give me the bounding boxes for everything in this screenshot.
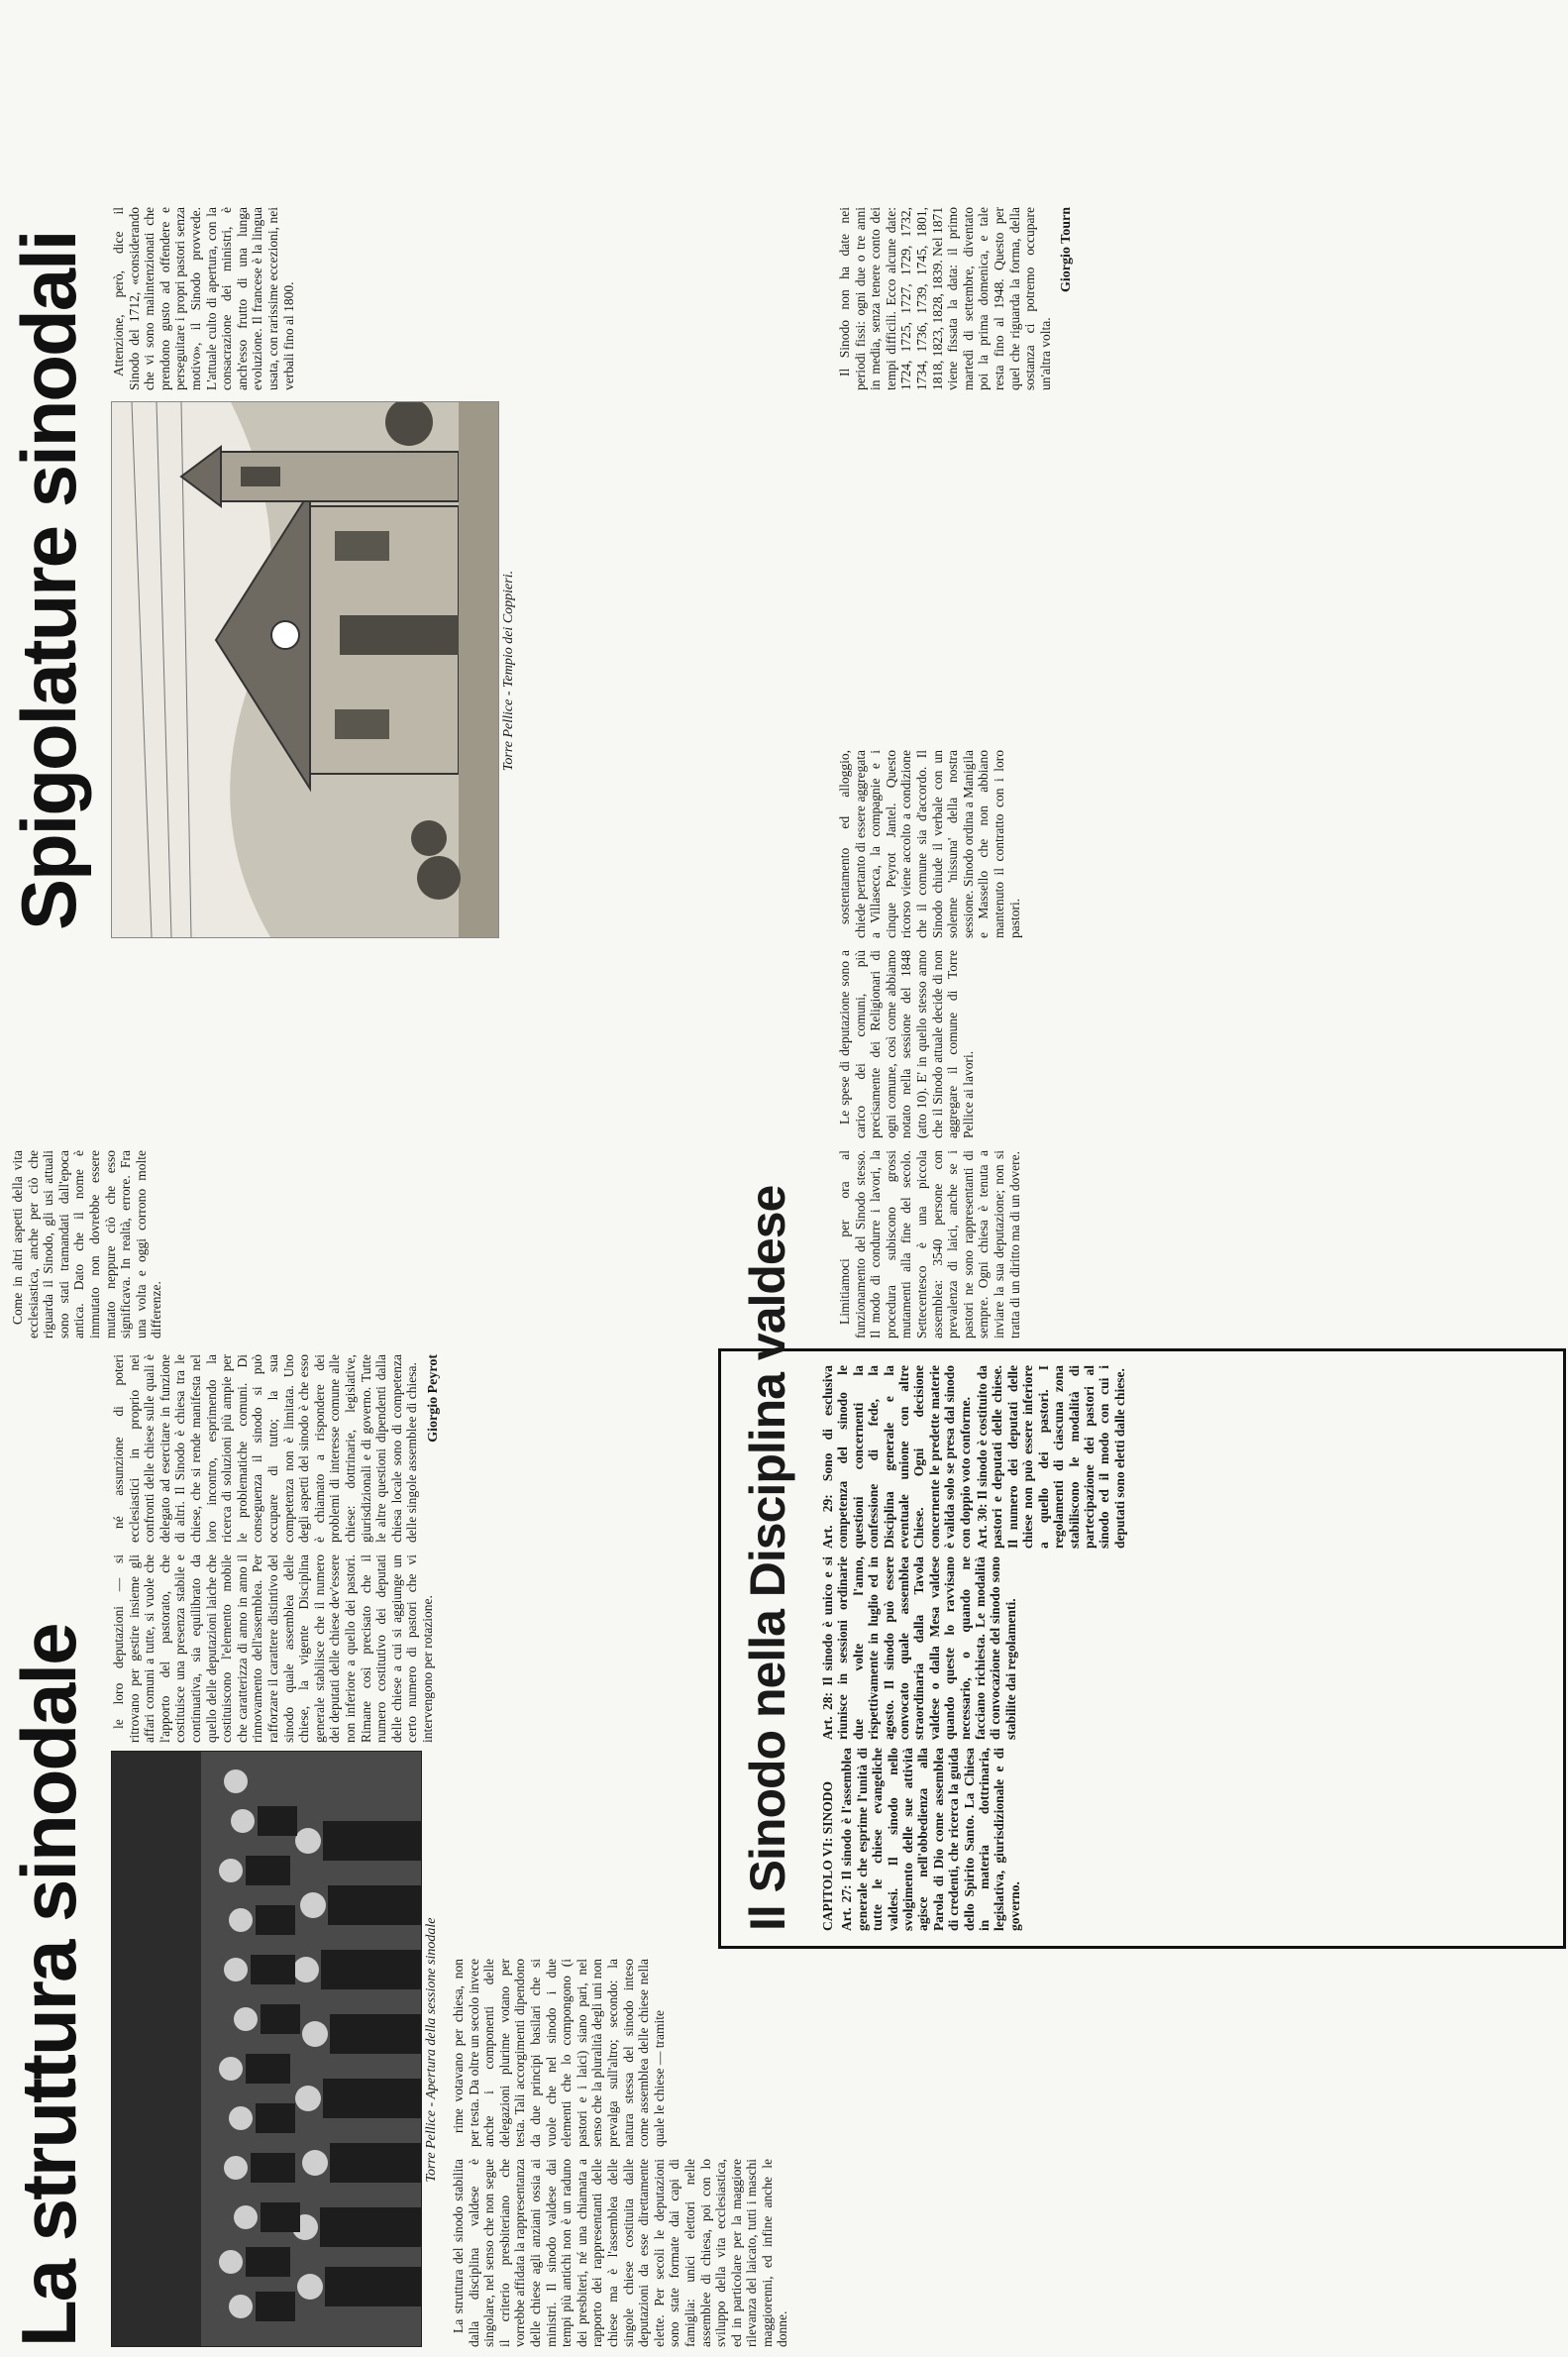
article-title-spigolature-sinodali: Spigolature sinodali — [5, 231, 92, 930]
article3-column-3-text: Il Sinodo non ha date nei periodi fissi: ogni due o tre anni in media, senza tenere conto dei tempi difficili. Ecco alcune date: 1724, 1725, 1727, 1729, 1732, 1734, 1736, 1739, 1745, 1801, 1818, 1823, 1828, 1839. Nel 1871 viene fissata la data: il primo martedì di settembre, diventato poi la prima domenica, e tale resta fino al 1948. Questo per quel che riguarda la forma, della sostanza ci potremo occupare un'altra volta. — [837, 207, 1053, 390]
church-engraving-graphic — [112, 402, 498, 937]
article1-column-4-text: né assunzione di poteri ecclesiastici in proprio nei confronti delle chiese sulle quali è delegato ad esercitare in funzione di altri. Il Sinodo è chiesa tra le chiese, che si rende manifesta nel loro incontro, esprimendo la ricerca di soluzioni più ampie per le problematiche comuni. Di conseguenza il sinodo si può occupare di tutto; la sua competenza non è limitata. Uno degli aspetti del sinodo è che esso è chiamato a rispondere dei problemi di interesse comune alle chiese: dottrinarie, legislative, giurisdizionali e di governo. Tutte le altre questioni dipendenti dalla chiesa locale sono di competenza delle singole assemblee di chiesa. — [111, 1354, 420, 1543]
article1-column-4 — [111, 1354, 705, 1543]
assembly-photo-graphic — [112, 1752, 421, 2346]
disciplina-art29: Art. 29: Sono di esclusiva competenza del sinodo le questioni concernenti la confessione di fede, la Disciplina generale e la eventuale unione con altre Chiese. Ogni decisione concernente le predette materie è valida solo se presa dal sinodo con doppio voto conforme. — [820, 1365, 973, 1549]
article1-column-3-text: le loro deputazioni — si ritrovano per gestire insieme gli affari comuni a tutte, si vuole che l'apporto del pastorato, che costituisce una presenza stabile e continuativa, sia equilibrato da quello delle deputazioni laiche che costituiscono l'elemento mobile che caratterizza di anno in anno il rinnovamento dell'assemblea. Per rafforzare il carattere distintivo del sinodo quale assemblea delle chiese, la vigente Disciplina generale stabilisce che il numero dei deputati delle chiese dev'essere non inferiore a quello dei pastori. Rimane così precisato che il numero costitutivo dei deputati delle chiese a cui si aggiunge un certo numero di pastori che vi intervengono per rotazione. — [111, 1554, 435, 1743]
article3-column-1 — [837, 750, 1550, 938]
disciplina-box-title: Il Sinodo nella Disciplina valdese — [740, 1185, 795, 1931]
article3-signature: Giorgio Tourn — [1059, 207, 1075, 292]
article3-column-2-text: Attenzione, però, dice il Sinodo del 1712, «considerando che vi sono malintenzionati che prendono gusto ad offendere e perseguitare i propri pastori senza motivo», il Sinodo provvede. L'attuale culto di apertura, con la consacrazione dei ministri, è anch'esso frutto di una lunga evoluzione. Il francese è la lingua usata, con rarissime eccezioni, nei verbali fino al 1800. — [111, 207, 296, 390]
assembly-photo — [111, 1751, 422, 2347]
church-engraving — [111, 401, 499, 938]
article2-column-2-text: Limitiamoci per ora al funzionamento del Sinodo stesso. Il modo di condurre i lavori, la procedura subiscono grossi mutamenti alla fine del secolo. Settecentesco è una piccola assemblea: 3540 persone con prevalenza di laici, anche se i pastori ne sono rappresentanti di sempre. Ogni chiesa è tenuta a inviare la sua deputazione; non si tratta di un diritto ma di un dovere. — [837, 1150, 1022, 1339]
disciplina-chapter: CAPITOLO VI: SINODO — [820, 1780, 835, 1931]
article-title-struttura-sinodale: La struttura sinodale — [5, 1624, 92, 2347]
article1-signature: Giorgio Peyrot — [425, 1354, 441, 1443]
disciplina-box-column-2 — [820, 1556, 1548, 1740]
article1-column-3 — [111, 1554, 705, 1743]
article2-column-3 — [837, 950, 1550, 1138]
article1-column-2-text: rime votavano per chiesa, non per testa. Da oltre un secolo invece anche i componenti delle delegazioni plurime votano per testa. Tali accorgimenti dipendono da due principi basilari che si vuole che nel sinodo i due elementi che lo compongono (i pastori e i laici) siano pari, nel senso che la pluralità degli uni non prevalga sull'altro; secondo: la natura stessa del sinodo inteso come assemblea delle chiese nella quale le chiese — tramite — [451, 1959, 667, 2147]
disciplina-art28: Art. 28: Il sinodo è unico e si riunisce in sessioni ordinarie due volte l'anno, rispettivamente in luglio ed in agosto. Il sinodo può essere convocato quale assemblea straordinaria dalla Tavola valdese o dalla Mesa valdese quando queste lo ravvisano necessario, o quando ne facciano richiesta. Le modalità di convocazione del sinodo sono stabilite dai regolamenti. — [820, 1556, 1018, 1740]
church-engraving-caption: Torre Pellice - Tempio dei Coppieri. — [501, 570, 516, 772]
article2-column-3-text: Le spese di deputazione sono a carico dei comuni, più precisamente dei Religionari di ogni comune, così come abbiamo notato nella sessione del 1848 (atto 10). E' in quello stesso anno che il Sinodo attuale decide di non aggregare il comune di Torre Pellice ai lavori. — [837, 950, 976, 1138]
article3-column-2 — [111, 207, 804, 390]
disciplina-art27: Art. 27: Il sinodo è l'assemblea generale che esprime l'unità di tutte le chiese evangeliche valdesi. Il sinodo nello svolgimento delle sue attività agisce nell'obbedienza alla Parola di Dio come assemblea di credenti, che ricerca la guida dello Spirito Santo. La Chiesa in materia dottrinaria, legislativa, giurisdizionale e di governo. — [839, 1748, 1022, 1931]
article2-column-1 — [10, 1150, 822, 1339]
article3-column-1-text: sostentamento ed alloggio, chiede pertanto di essere aggregata a Villasecca, la compagnie e i cinque Peyrot Jantel. Questo ricorso viene accolto a condizione che il comune sia d'accordo. Il Sinodo chiude il verbale con un solenne 'nissuna' della nostra sessione. Sinodo ordina a Manigila e Massello che non abbiano mantenuto il contratto con i loro pastori. — [837, 750, 1022, 938]
article1-column-2 — [451, 1959, 708, 2147]
article1-column-1-text: La struttura del sinodo stabilita dalla disciplina valdese è singolare, nel senso che non segue il criterio presbiteriano che vorrebbe affidata la rappresentanza delle chiese agli anziani ossia ai ministri. Il sinodo valdese dai tempi più antichi non è un raduno dei presbiteri, né una chiamata a rapporto dei rappresentanti delle chiese ma è l'assemblea delle singole chiese costituita dalle deputazioni da esse direttamente elette. Per secoli le deputazioni sono state formate dai capi di famiglia: unici elettori nelle assemblee di chiesa, poi con lo sviluppo della vita ecclesiastica, ed in particolare per la maggiore rilevanza del laicato, tutti i maschi maggiorenni, ed infine anche le donne. — [451, 2159, 790, 2347]
disciplina-box-column-3 — [820, 1365, 1548, 1549]
article3-column-3 — [837, 207, 1550, 390]
disciplina-art30: Art. 30: Il sinodo è costituito da pastori e deputati delle chiese. Il numero dei deputati delle chiese non può essere inferiore a quello dei pastori. I regolamenti di ciascuna zona stabiliscono le modalità di partecipazione dei pastori al sinodo ed il modo con cui i deputati sono eletti dalle chiese. — [975, 1365, 1127, 1549]
article1-column-1 — [451, 2159, 1558, 2347]
article2-column-1-text: Come in altri aspetti della vita ecclesiastica, anche per ciò che riguarda il Sinodo, gli usi attuali sono stati tramandati dall'epoca antica. Dato che il nome è immutato non dovrebbe essere mutato neppure ciò che esso significava. In realtà, errore. Fra una volta e oggi corrono molte differenze. — [10, 1150, 164, 1339]
disciplina-box-column-1 — [820, 1748, 1548, 1931]
article2-column-2 — [837, 1150, 1550, 1339]
assembly-photo-caption: Torre Pellice - Apertura della sessione sinodale — [424, 1917, 439, 2183]
